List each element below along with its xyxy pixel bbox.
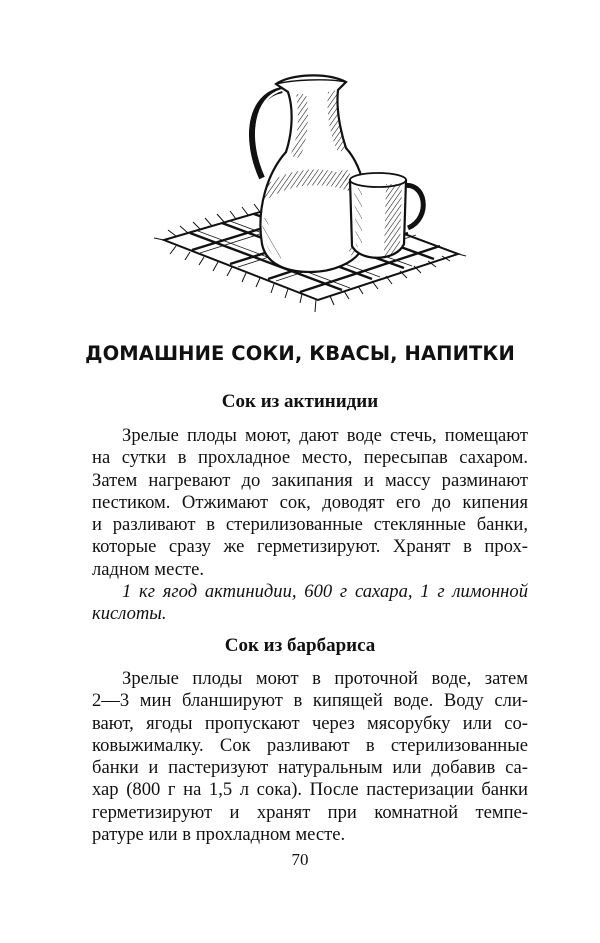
recipe-body-aktinidia <box>92 425 528 626</box>
recipe-title-barbaris: Сок из барбариса <box>224 635 376 656</box>
section-title: ДОМАШНИЕ СОКИ, КВАСЫ, НАПИТКИ <box>85 342 515 365</box>
text-line: Затем нагревают до закипания и массу разминают <box>92 469 528 491</box>
text-line: на сутки в прохладное место, пересыпав сахаром. <box>92 447 528 469</box>
text-line: Зрелые плоды моют в проточной воде, затем <box>122 668 528 689</box>
jug-and-cup-illustration <box>150 68 468 320</box>
jug <box>252 75 367 272</box>
text-line: хар (800 г на 1,5 л сока). После пастеризации банки <box>92 779 528 801</box>
text-line: Зрелые плоды моют, дают воде стечь, помещают <box>122 425 528 446</box>
text-line: и разливают в стерилизованные стеклянные банки, <box>92 514 528 536</box>
text-line: ладном месте. <box>92 558 205 580</box>
text-line: банки и пастеризуют натуральным или добавив са- <box>92 757 528 779</box>
text-line: пестиком. Отжимают сок, доводят его до кипения <box>92 491 528 513</box>
text-line: вают, ягоды пропускают через мясорубку или со- <box>92 712 528 734</box>
recipe-body-barbaris <box>92 668 528 846</box>
ingredients-line: кислоты. <box>92 603 167 625</box>
text-line: ратуре или в прохладном месте. <box>92 824 346 846</box>
text-line: которые сразу же герметизируют. Хранят в прох- <box>92 536 528 558</box>
ingredients-line: 1 кг ягод актинидии, 600 г сахара, 1 г лимонной <box>122 581 528 603</box>
recipe-title-aktinidia: Сок из актинидии <box>221 391 379 412</box>
page-number: 70 <box>291 850 309 869</box>
text-line: герметизируют и хранят при комнатной темпе- <box>92 801 528 823</box>
text-line: 2—3 мин бланшируют в кипящей воде. Воду сли- <box>92 690 528 712</box>
text-line: ковыжималку. Сок разливают в стерилизованные <box>92 734 528 756</box>
